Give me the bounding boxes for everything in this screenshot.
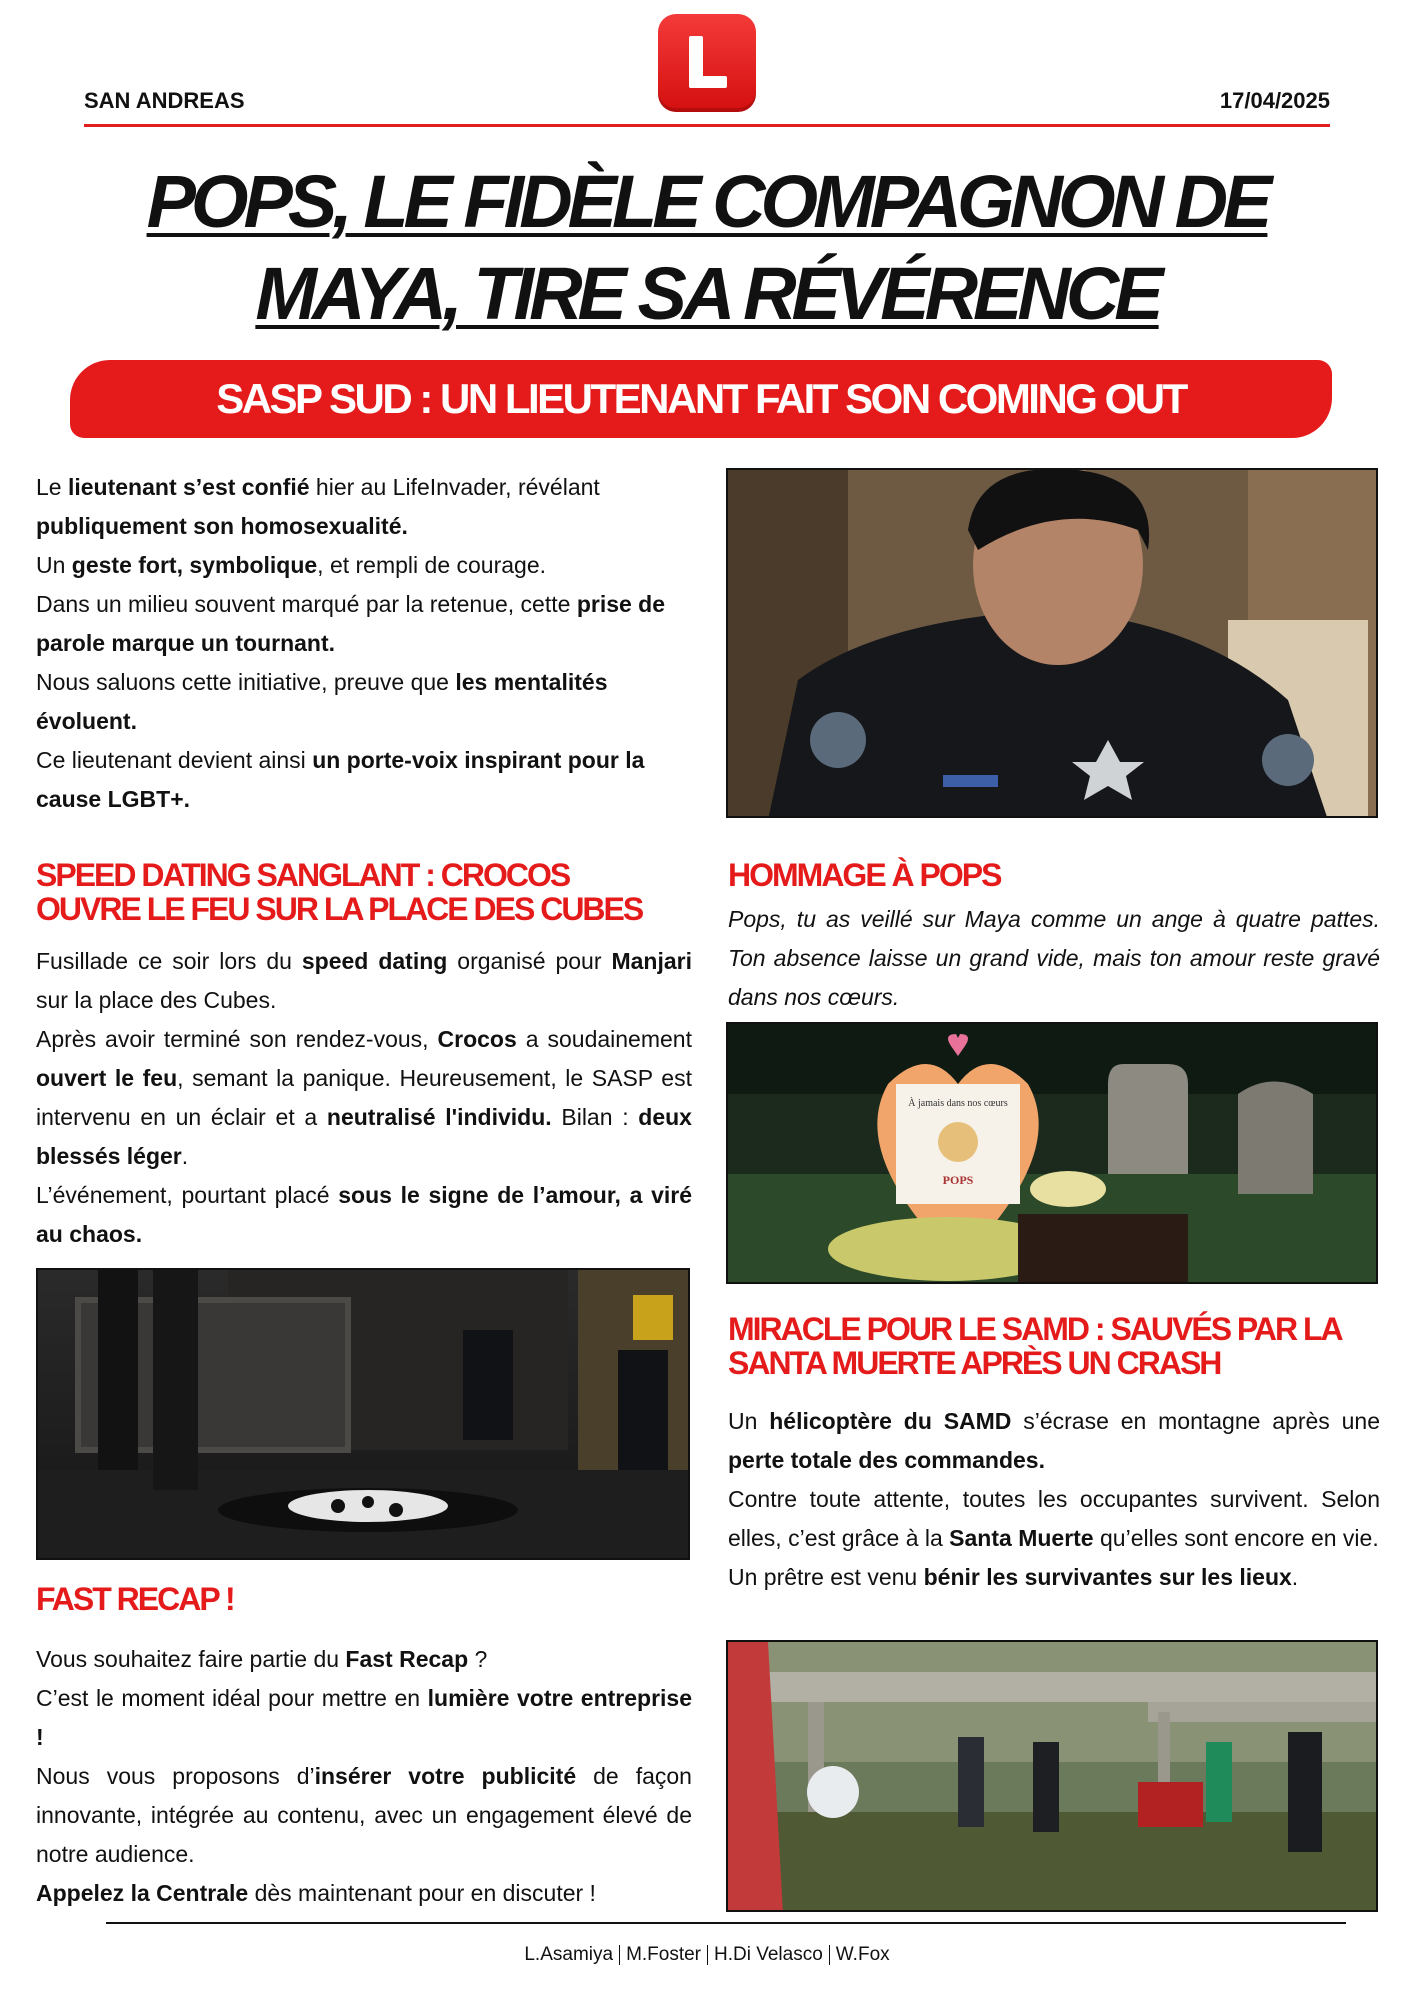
fast-recap-title: FAST RECAP ! [36,1581,234,1617]
miracle-title: MIRACLE POUR LE SAMD : SAUVÉS PAR LA SANTA MUERTE APRÈS UN CRASH [728,1311,1341,1381]
hommage-title: HOMMAGE À POPS [728,857,1001,893]
article-miracle: MIRACLE POUR LE SAMD : SAUVÉS PAR LA SANTA MUERTE APRÈS UN CRASH Un hélicoptère du SAMD s’écrase en montagne après une perte totale des commandes. Contre toute attente, toutes les occupantes survivent. Selon elles, c’est grâce à la Santa Muerte qu’elles sont encore en vie. Un prêtre est venu bénir les survivantes sur les lieux. [728,1311,1380,1590]
section-fast-recap: FAST RECAP ! Vous souhaitez faire partie du Fast Recap ? C’est le moment idéal pour mettre en lumière votre entreprise ! Nous vous proposons d’insérer votre publicité de façon innovante, intégrée au contenu, avec un engagement élevé de notre audience. Appelez la Centrale dès maintenant pour en discuter ! [36,1581,692,1906]
author-credits [0,1944,1414,1966]
photo-lieutenant [726,468,1378,818]
author-3: H.Di Velasco [714,1944,823,1965]
photo-crime-scene [36,1268,690,1560]
location-label: SAN ANDREAS [84,88,245,113]
author-1: L.Asamiya [524,1944,614,1965]
author-2: M.Foster [626,1944,702,1965]
subheadline-banner: SASP SUD : UN LIEUTENANT FAIT SON COMING OUT [70,360,1332,438]
photo-crash-site [726,1640,1378,1912]
speed-dating-title: SPEED DATING SANGLANT : CROCOS OUVRE LE FEU SUR LA PLACE DES CUBES [36,857,643,927]
footer-divider [106,1922,1346,1924]
newspaper-logo [658,14,756,112]
article-lieutenant: Le lieutenant s’est confié hier au LifeInvader, révélant publiquement son homosexualité. Un geste fort, symbolique, et rempli de courage. Dans un milieu souvent marqué par la retenue, cette prise de parole marque un tournant. Nous saluons cette initiative, preuve que les mentalités évoluent. Ce lieutenant devient ainsi un porte-voix inspirant pour la cause LGBT+. [36,474,666,812]
memorial-pops-label: POPS [942,1173,974,1187]
article-speed-dating: SPEED DATING SANGLANT : CROCOS OUVRE LE FEU SUR LA PLACE DES CUBES Fusillade ce soir lors du speed dating organisé pour Manjari sur la place des Cubes. Après avoir terminé son rendez-vous, Crocos a soudainement ouvert le feu, semant la panique. Heureusement, le SASP est intervenu en un éclair et a neutralisé l'individu. Bilan : deux blessés léger. L’événement, pourtant placé sous le signe de l’amour, a viré au chaos. [36,857,693,1247]
header-divider [84,124,1330,127]
photo-memorial [726,1022,1378,1284]
memorial-caption-line: À jamais dans nos cœurs [908,1098,1008,1109]
article-hommage: HOMMAGE À POPS Pops, tu as veillé sur Maya comme un ange à quatre pattes. Ton absence laisse un grand vide, mais ton amour reste gravé dans nos cœurs. [728,857,1380,1010]
main-headline [60,156,1354,340]
headline-line-2: MAYA, TIRE SA RÉVÉRENCE [255,252,1159,335]
headline-line-1: POPS, LE FIDÈLE COMPAGNON DE [146,160,1268,243]
issue-date: 17/04/2025 [1219,88,1330,113]
author-4: W.Fox [835,1944,890,1965]
